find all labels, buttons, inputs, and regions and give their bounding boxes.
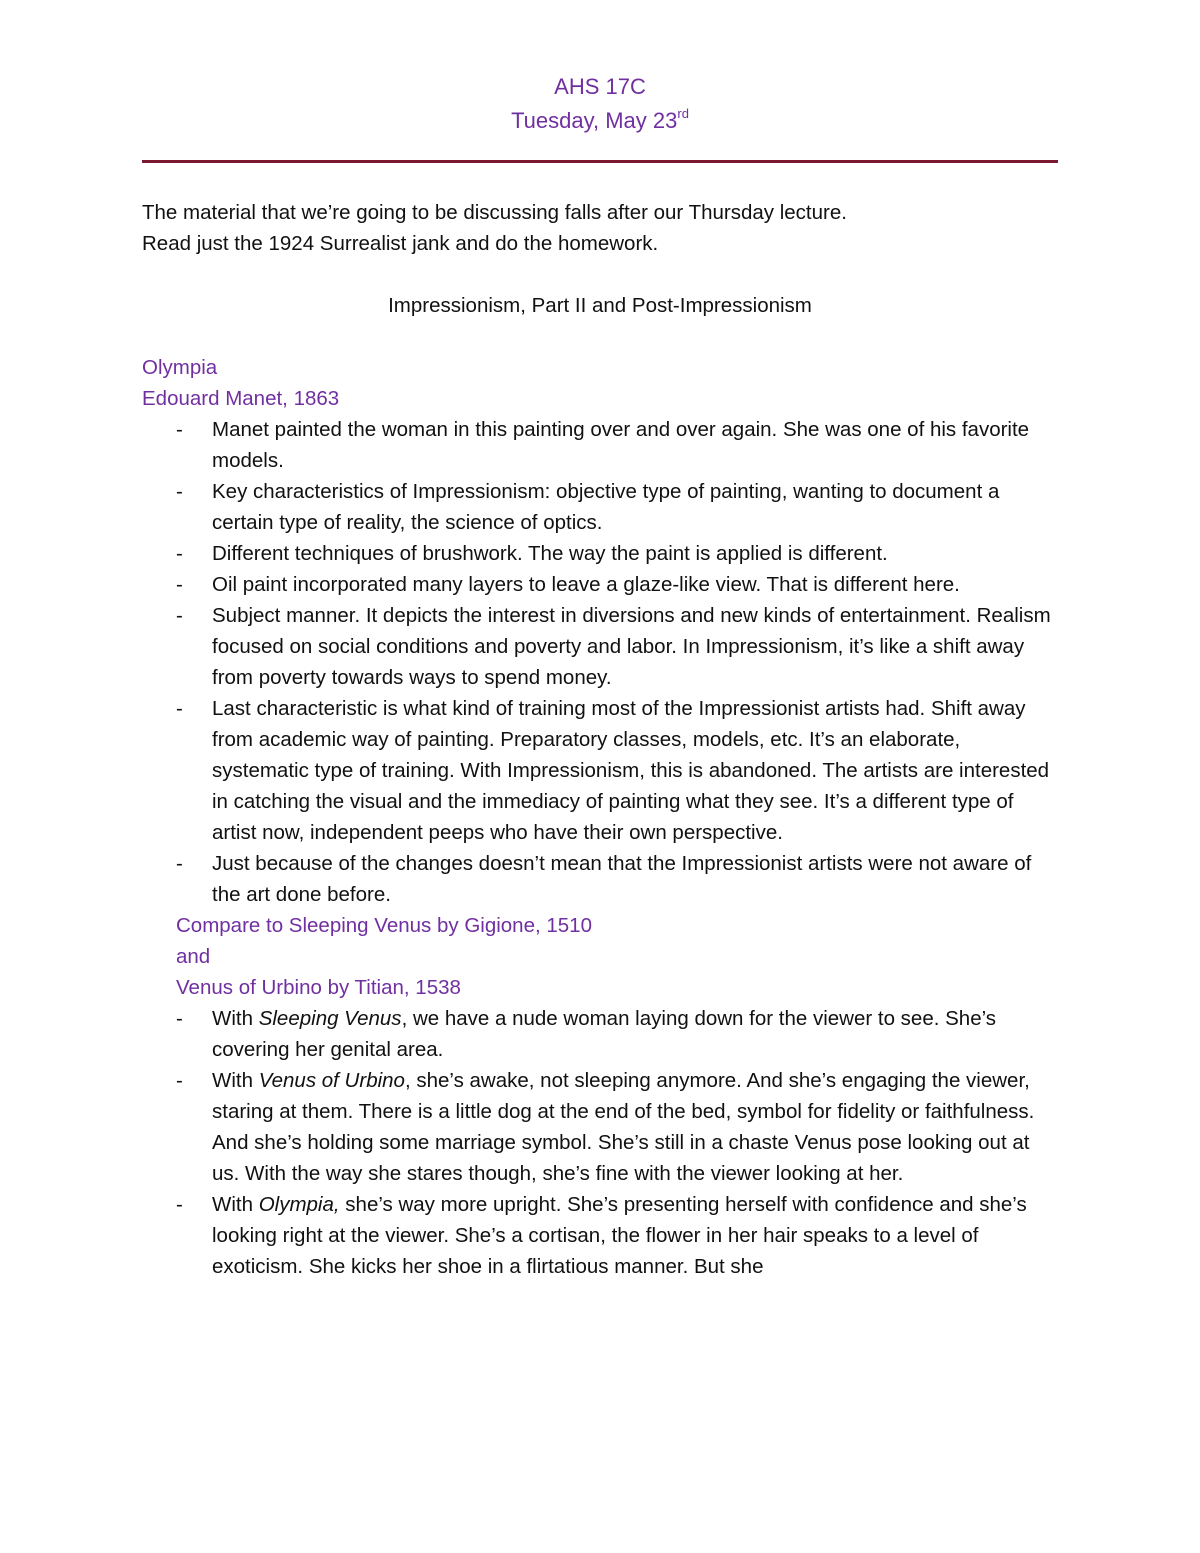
- bullet-dash: -: [176, 697, 183, 720]
- date-ordinal-suffix: rd: [677, 106, 689, 121]
- intro-paragraph: [142, 197, 1058, 259]
- artwork-title-italic: Sleeping Venus: [258, 1007, 402, 1030]
- list-item-text: Manet painted the woman in this painting over and over again. She was one of his favorite models.: [212, 418, 1030, 472]
- list-item-prefix: With: [212, 1193, 259, 1216]
- compare-line: Venus of Urbino by Titian, 1538: [176, 976, 461, 999]
- list-item-prefix: With: [212, 1007, 259, 1030]
- list-item: [142, 476, 1058, 538]
- header-divider: [142, 160, 1058, 163]
- list-item: [142, 538, 1058, 569]
- artwork-artist: Edouard Manet, 1863: [142, 387, 340, 410]
- list-item-text: Subject manner. It depicts the interest in diversions and new kinds of entertainment. Realism focused on social conditions and poverty and labor. In Impressionism, it’s like a shift away from poverty towards ways to spend money.: [212, 604, 1051, 689]
- bullet-dash: -: [176, 1193, 183, 1216]
- list-item: [142, 414, 1058, 476]
- list-item-text: , she’s awake, not sleeping anymore. And she’s engaging the viewer, staring at them. There is a little dog at the end of the bed, symbol for fidelity or faithfulness. And she’s holding some marriage symbol. She’s still in a chaste Venus pose looking out at us. With the way she stares though, she’s fine with the viewer looking at her.: [212, 1069, 1035, 1185]
- list-item-text: Just because of the changes doesn’t mean that the Impressionist artists were not aware of the art done before.: [212, 852, 1032, 906]
- list-item-text: Different techniques of brushwork. The way the paint is applied is different.: [212, 542, 888, 565]
- intro-line: The material that we’re going to be discussing falls after our Thursday lecture.: [142, 201, 847, 224]
- section-title: Impressionism, Part II and Post-Impressionism: [388, 294, 812, 317]
- compare-notes-list: [142, 1003, 1058, 1282]
- list-item: [142, 1189, 1058, 1282]
- bullet-dash: -: [176, 604, 183, 627]
- bullet-dash: -: [176, 852, 183, 875]
- list-item: [142, 1003, 1058, 1065]
- main-notes-list: [142, 414, 1058, 910]
- list-item: [142, 569, 1058, 600]
- lecture-date: [142, 104, 1058, 138]
- list-item: [142, 848, 1058, 910]
- artwork-title-italic: Venus of Urbino: [258, 1069, 405, 1092]
- course-title: AHS 17C: [554, 74, 646, 99]
- list-item-text: Oil paint incorporated many layers to leave a glaze-like view. That is different here.: [212, 573, 960, 596]
- list-item-text: Last characteristic is what kind of training most of the Impressionist artists had. Shift away from academic way of painting. Preparatory classes, models, etc. It’s an elaborate, systematic type of training. With Impressionism, this is abandoned. The artists are interested in catching the visual and the immediacy of painting what they see. It’s a different type of artist now, independent peeps who have their own perspective.: [212, 697, 1050, 844]
- artwork-title-italic: Olympia,: [258, 1193, 340, 1216]
- lecture-date-text: Tuesday, May 23: [511, 108, 678, 133]
- intro-line: Read just the 1924 Surrealist jank and do the homework.: [142, 232, 659, 255]
- list-item-text: Key characteristics of Impressionism: objective type of painting, wanting to document a certain type of reality, the science of optics.: [212, 480, 1000, 534]
- list-item-text: she’s way more upright. She’s presenting herself with confidence and she’s looking right at the viewer. She’s a cortisan, the flower in her hair speaks to a level of exoticism. She kicks her shoe in a flirtatious manner. But she: [212, 1193, 1027, 1278]
- document-header: [142, 70, 1058, 138]
- compare-line: and: [176, 945, 211, 968]
- bullet-dash: -: [176, 1069, 183, 1092]
- bullet-dash: -: [176, 573, 183, 596]
- bullet-dash: -: [176, 1007, 183, 1030]
- list-item-prefix: With: [212, 1069, 259, 1092]
- list-item-text: , we have a nude woman laying down for the viewer to see. She’s covering her genital area.: [212, 1007, 997, 1061]
- bullet-dash: -: [176, 542, 183, 565]
- list-item: [142, 600, 1058, 693]
- artwork-title: Olympia: [142, 356, 218, 379]
- document-page: [142, 70, 1058, 1282]
- list-item: [142, 1065, 1058, 1189]
- list-item: [142, 693, 1058, 848]
- bullet-dash: -: [176, 480, 183, 503]
- bullet-dash: -: [176, 418, 183, 441]
- compare-line: Compare to Sleeping Venus by Gigione, 1510: [176, 914, 592, 937]
- compare-heading: [142, 910, 1058, 1003]
